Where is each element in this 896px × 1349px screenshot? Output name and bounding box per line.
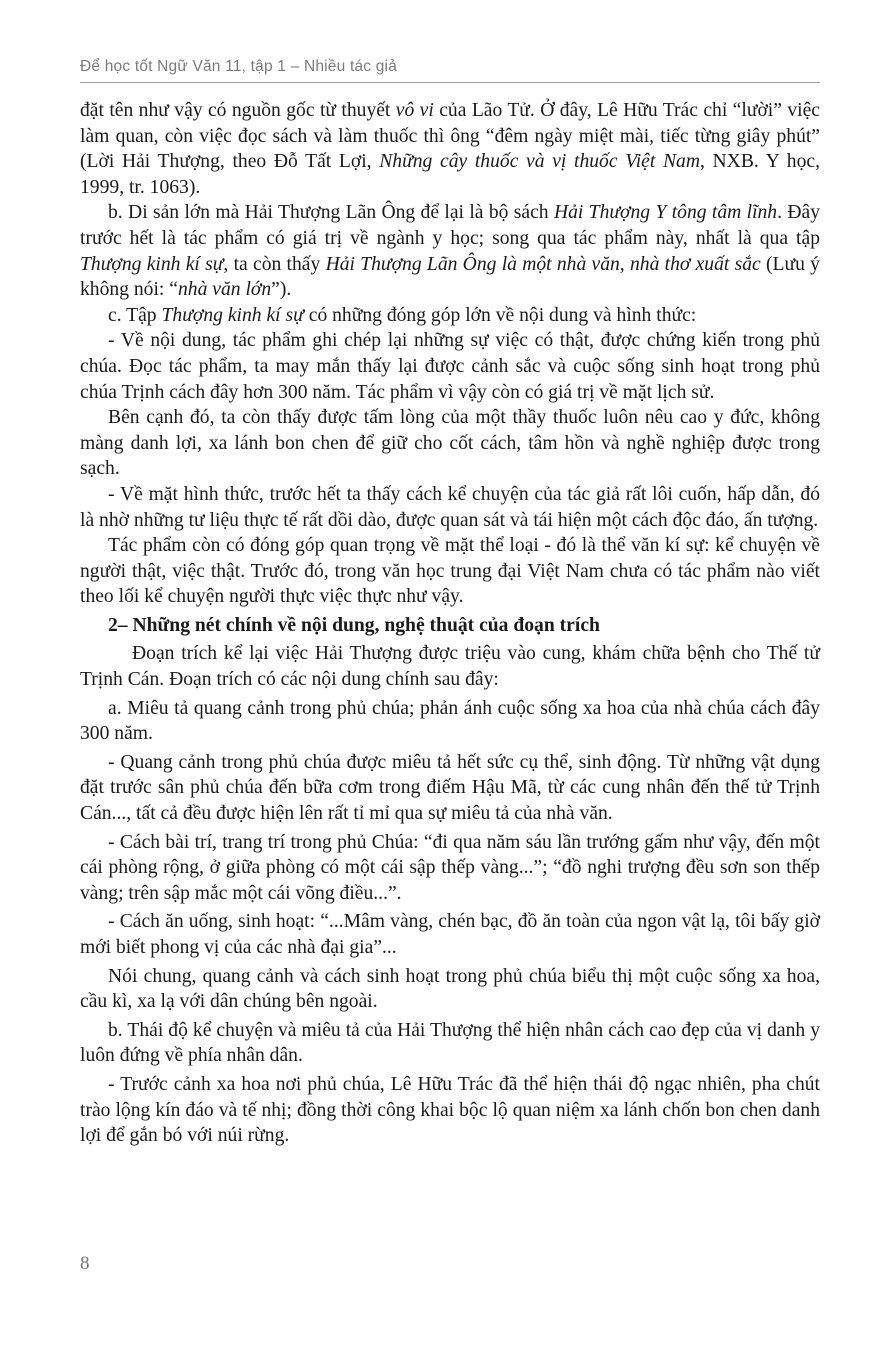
paragraph-moral-point: Bên cạnh đó, ta còn thấy được tấm lòng của một thầy thuốc luôn nêu cao y đức, không màng danh lợi, xa lánh bon chen để giữ cho cốt cách, tâm hồn và nghề nghiệp được trong sạch. xyxy=(80,407,820,480)
paragraph-a-scenery: a. Miêu tả quang cảnh trong phủ chúa; phản ánh cuộc sống xa hoa của nhà chúa cách đây 300 năm. xyxy=(80,697,820,745)
paragraph-content-point: - Về nội dung, tác phẩm ghi chép lại những sự việc có thật, được chứng kiến trong phủ chúa. Đọc tác phẩm, ta may mắn thấy lại được cảnh sắc và cuộc sống sinh hoạt trong phủ chúa Trịnh cách đây hơn 300 năm. Tác phẩm vì vậy còn có giá trị về mặt lịch sử. xyxy=(80,330,820,403)
paragraph-b-attitude: b. Thái độ kể chuyện và miêu tả của Hải Thượng thể hiện nhân cách cao đẹp của vị danh y luôn đứng về phía nhân dân. xyxy=(80,1019,820,1067)
paragraph-scenery-detail: - Quang cảnh trong phủ chúa được miêu tả hết sức cụ thể, sinh động. Từ những vật dụng đặt trước sân phủ chúa đến bữa cơm trong điếm Hậu Mã, từ các cung nhân đến thế tử Trịnh Cán..., tất cả đều được hiện lên rất tỉ mỉ qua sự miêu tả của nhà văn. xyxy=(80,751,820,825)
paragraph-attitude-detail: - Trước cảnh xa hoa nơi phủ chúa, Lê Hữu Trác đã thể hiện thái độ ngạc nhiên, pha chút trào lộng kín đáo và tế nhị; đồng thời công khai bộc lộ quan niệm xa lánh chốn bon chen danh lợi để gắn bó với núi rừng. xyxy=(80,1073,820,1147)
paragraph-summary: Nói chung, quang cảnh và cách sinh hoạt trong phủ chúa biểu thị một cuộc sống xa hoa, cầu kì, xa lạ với dân chúng bên ngoài. xyxy=(80,965,820,1013)
page-number: 8 xyxy=(80,1253,90,1274)
paragraph-form-point: - Về mặt hình thức, trước hết ta thấy cách kể chuyện của tác giả rất lôi cuốn, hấp dẫn, đó là nhờ những tư liệu thực tế rất dồi dào, được quan sát và tái hiện một cách độc đáo, ấn tượng. xyxy=(80,483,820,531)
paragraph-b-legacy: b. Di sản lớn mà Hải Thượng Lãn Ông để lại là bộ sách Hải Thượng Y tông tâm lĩnh. Đây trước hết là tác phẩm có giá trị về ngành y học; song qua tác phẩm này, nhất là qua tập Thượng kinh kí sự, ta còn thấy Hải Thượng Lãn Ông là một nhà văn, nhà thơ xuất sắc (Lưu ý không nói: “nhà văn lớn”). xyxy=(80,202,820,301)
paragraph-c-contributions: c. Tập Thượng kinh kí sự có những đóng góp lớn về nội dung và hình thức: xyxy=(108,304,697,326)
paragraph-1: đặt tên như vậy có nguồn gốc từ thuyết vô vi của Lão Tử. Ở đây, Lê Hữu Trác chỉ “lười” việc làm quan, còn việc đọc sách và làm thuốc thì ông “đêm ngày miệt mài, tiếc từng giây phút” (Lời Hải Thượng, theo Đỗ Tất Lợi, Những cây thuốc và vị thuốc Việt Nam, NXB. Y học, 1999, tr. 1063). xyxy=(80,100,820,198)
paragraph-decoration: - Cách bài trí, trang trí trong phủ Chúa: “đi qua năm sáu lần trướng gấm như vậy, đến một cái phòng rộng, ở giữa phòng có một cái sập thếp vàng...”; “đồ nghi trượng đều sơn son thếp vàng; trên sập mắc một cái võng điều...”. xyxy=(80,831,820,904)
paragraph-genre-point: Tác phẩm còn có đóng góp quan trọng về mặt thể loại - đó là thể văn kí sự: kể chuyện về người thật, việc thật. Trước đó, trong văn học trung đại Việt Nam chưa có tác phẩm nào viết theo lối kể chuyện người thực việc thực như vậy. xyxy=(80,535,820,608)
header-rule xyxy=(80,82,820,83)
section-heading: 2– Những nét chính về nội dung, nghệ thuật của đoạn trích xyxy=(108,614,600,636)
page-body xyxy=(80,98,820,1149)
running-header: Để học tốt Ngữ Văn 11, tập 1 – Nhiều tác giả xyxy=(80,58,398,75)
paragraph-excerpt-intro: Đoạn trích kể lại việc Hải Thượng được triệu vào cung, khám chữa bệnh cho Thế tử Trịnh Cán. Đoạn trích có các nội dung chính sau đây: xyxy=(80,643,820,691)
paragraph-dining: - Cách ăn uống, sinh hoạt: “...Mâm vàng, chén bạc, đồ ăn toàn của ngon vật lạ, tôi bấy giờ mới biết phong vị của các nhà đại gia”... xyxy=(80,911,820,958)
